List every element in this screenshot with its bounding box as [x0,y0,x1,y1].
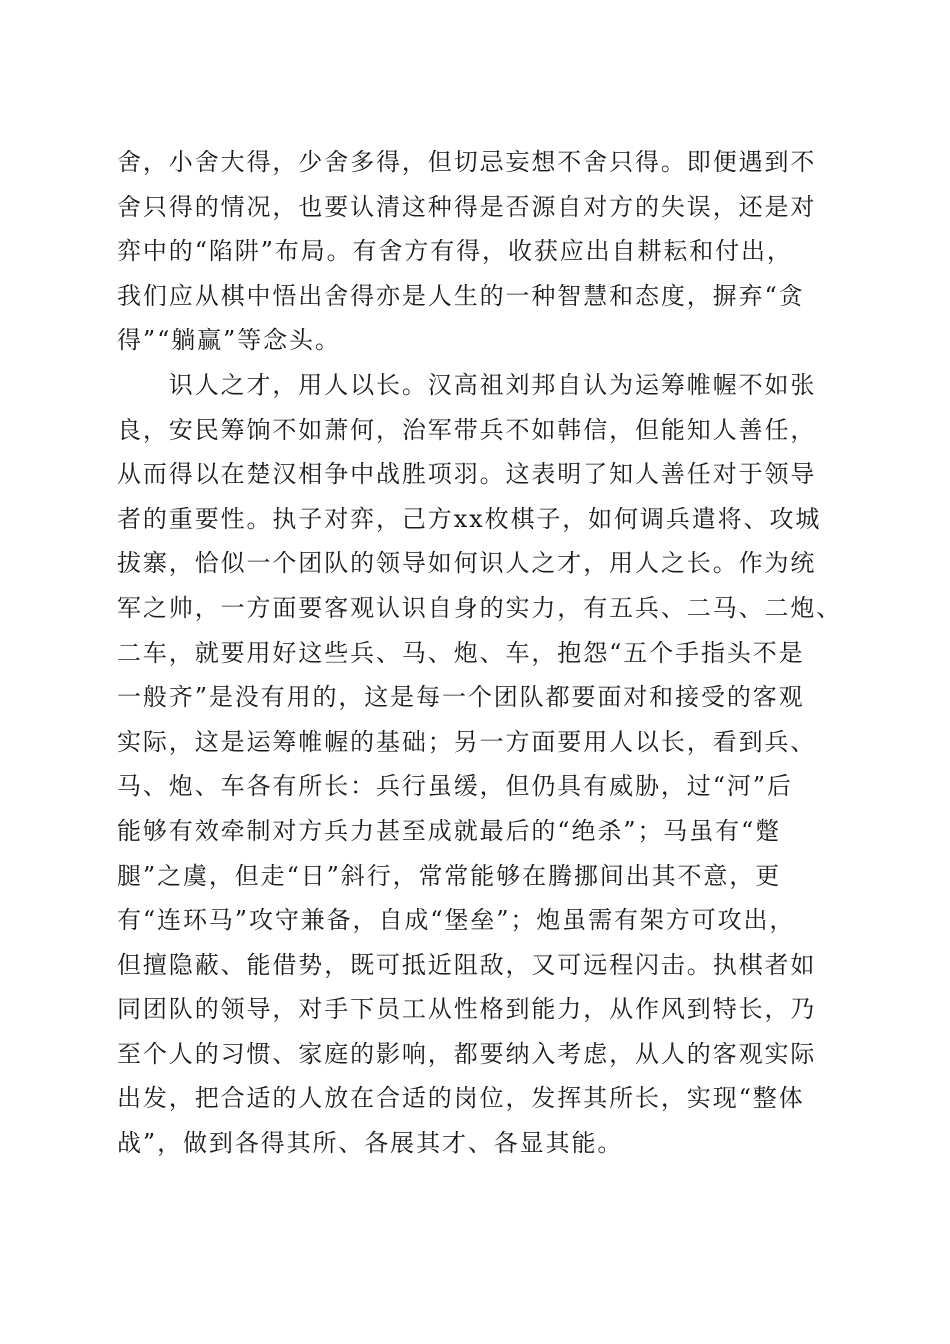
text-line: 同团队的领导，对手下员工从性格到能力，从作风到特长，乃 [117,995,817,1024]
text-line: 至个人的习惯、家庭的影响，都要纳入考虑，从人的客观实际 [117,1039,817,1068]
text-line: 马、炮、车各有所长：兵行虽缓，但仍具有威胁，过“河”后 [117,772,793,801]
text-line: 实际，这是运筹帷幄的基础；另一方面要用人以长，看到兵、 [117,727,817,756]
text-line: 腿”之虞，但走“日”斜行，常常能够在腾挪间出其不意，更 [117,861,782,890]
text-line: 出发，把合适的人放在合适的岗位，发挥其所长，实现“整体 [117,1084,805,1113]
text-line: 一般齐”是没有用的，这是每一个团队都要面对和接受的客观 [117,683,805,712]
text-line: 舍，小舍大得，少舍多得，但切忌妄想不舍只得。即便遇到不 [117,148,817,176]
text-line: 能够有效牵制对方兵力甚至成就最后的“绝杀”；马虽有“蹩 [117,816,782,845]
text-line: 拔寨，恰似一个团队的领导如何识人之才，用人之长。作为统 [117,549,817,578]
body-text [117,140,843,1166]
text-line: 我们应从棋中悟出舍得亦是人生的一种智慧和态度，摒弃“贪 [117,281,805,310]
text-line: 良，安民筹饷不如萧何，治军带兵不如韩信，但能知人善任， [117,415,817,444]
text-line: 二车，就要用好这些兵、马、炮、车，抱怨“五个手指头不是 [117,638,805,667]
text-line: 识人之才，用人以长。汉高祖刘邦自认为运筹帷幄不如张 [117,370,817,399]
text-line: 军之帅，一方面要客观认识自身的实力，有五兵、二马、二炮、 [117,593,843,622]
text-line: 舍只得的情况，也要认清这种得是否源自对方的失误，还是对 [117,192,817,221]
text-line: 但擅隐蔽、能借势，既可抵近阻敌，又可远程闪击。执棋者如 [117,950,817,979]
text-line: 从而得以在楚汉相争中战胜项羽。这表明了知人善任对于领导 [117,460,817,489]
text-line: 弈中的“陷阱”布局。有舍方有得，收获应出自耕耘和付出， [117,237,793,266]
text-line: 者的重要性。执子对弈，己方xx枚棋子，如何调兵遣将、攻城 [117,504,822,533]
text-line: 有“连环马”攻守兼备，自成“堡垒”；炮虽需有架方可攻出， [117,906,796,935]
text-line: 战”，做到各得其所、各展其才、各显其能。 [117,1129,624,1158]
text-line: 得”“躺赢”等念头。 [117,326,341,355]
